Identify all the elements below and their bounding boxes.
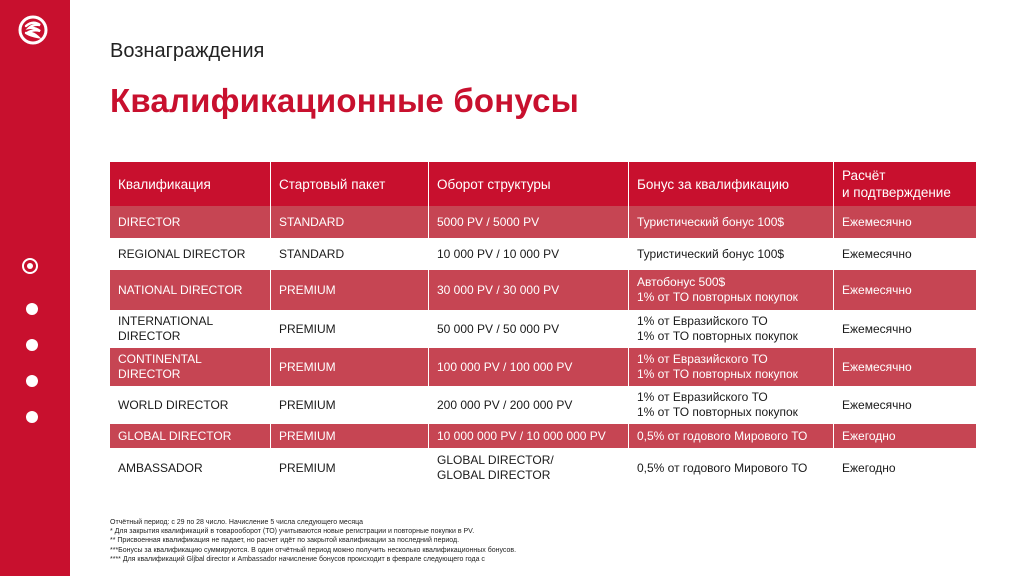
column-header: Квалификация <box>110 162 271 206</box>
nav-dot-5[interactable] <box>26 411 38 423</box>
table-cell: PREMIUM <box>271 270 429 310</box>
table-cell: STANDARD <box>271 238 429 270</box>
footnote-line: * Для закрытия квалификаций в товарооборот (ТО) учитываются новые регистрации и повторные покупки в PV. <box>110 528 475 536</box>
table-cell: CONTINENTAL DIRECTOR <box>110 348 271 386</box>
table-cell: PREMIUM <box>271 348 429 386</box>
table-cell: WORLD DIRECTOR <box>110 386 271 424</box>
table-cell: PREMIUM <box>271 424 429 448</box>
sidebar <box>0 0 70 576</box>
nav-dot-4[interactable] <box>26 375 38 387</box>
table-row <box>110 310 977 348</box>
table-cell: GLOBAL DIRECTOR <box>110 424 271 448</box>
table-cell: 5000 PV / 5000 PV <box>429 206 629 238</box>
table-cell: 200 000 PV / 200 000 PV <box>429 386 629 424</box>
table-cell: DIRECTOR <box>110 206 271 238</box>
table-row <box>110 348 977 386</box>
table-cell: Ежемесячно <box>834 270 977 310</box>
footnote-line: **** Для квалификаций Gljbal director и Ambassador начисление бонусов происходит в феврале следующего года с <box>110 555 485 563</box>
table-cell: 0,5% от годового Мирового ТО <box>629 448 834 488</box>
footnote-line: Отчётный период: с 29 по 28 число. Начисление 5 числа следующего месяца <box>110 519 364 526</box>
column-header: Расчёт и подтверждение <box>834 162 977 206</box>
section-label: Вознаграждения <box>110 40 265 62</box>
page-title: Квалификационные бонусы <box>110 82 580 119</box>
table-cell: REGIONAL DIRECTOR <box>110 238 271 270</box>
table-cell: Туристический бонус 100$ <box>629 238 834 270</box>
table-cell: 1% от Евразийского ТО 1% от ТО повторных покупок <box>629 386 834 424</box>
table-cell: 100 000 PV / 100 000 PV <box>429 348 629 386</box>
footnote-line: ***Бонусы за квалификацию суммируются. В один отчётный период можно получить несколько квалификационных бонусов. <box>110 546 517 554</box>
table-cell: 1% от Евразийского ТО 1% от ТО повторных покупок <box>629 310 834 348</box>
table-cell: Туристический бонус 100$ <box>629 206 834 238</box>
table-cell: Ежемесячно <box>834 386 977 424</box>
table-cell: PREMIUM <box>271 448 429 488</box>
table-cell: 10 000 PV / 10 000 PV <box>429 238 629 270</box>
table-cell: AMBASSADOR <box>110 448 271 488</box>
table-row <box>110 270 977 310</box>
table-row <box>110 206 977 238</box>
nav-dot-2[interactable] <box>26 303 38 315</box>
table-cell: Ежемесячно <box>834 310 977 348</box>
table-cell: 0,5% от годового Мирового ТО <box>629 424 834 448</box>
table-row <box>110 448 977 488</box>
table-cell: INTERNATIONAL DIRECTOR <box>110 310 271 348</box>
table-cell: Ежегодно <box>834 424 977 448</box>
footnote-line: ** Присвоенная квалификация не падает, но расчет идёт по закрытой квалификации за последний период. <box>110 537 460 545</box>
nav-dot-1[interactable] <box>22 258 38 274</box>
table-cell: 10 000 000 PV / 10 000 000 PV <box>429 424 629 448</box>
column-header: Стартовый пакет <box>271 162 429 206</box>
table-cell: STANDARD <box>271 206 429 238</box>
qualification-bonus-table <box>110 162 977 488</box>
footnotes <box>110 518 516 564</box>
table-row <box>110 386 977 424</box>
table-cell: 1% от Евразийского ТО 1% от ТО повторных покупок <box>629 348 834 386</box>
column-header: Бонус за квалификацию <box>629 162 834 206</box>
table-cell: 30 000 PV / 30 000 PV <box>429 270 629 310</box>
table-cell: NATIONAL DIRECTOR <box>110 270 271 310</box>
table-cell: Ежегодно <box>834 448 977 488</box>
table-row <box>110 238 977 270</box>
table-header-row <box>110 162 977 206</box>
company-logo-icon <box>17 14 49 46</box>
table-row <box>110 424 977 448</box>
table-cell: Ежемесячно <box>834 238 977 270</box>
nav-dot-3[interactable] <box>26 339 38 351</box>
table-cell: Ежемесячно <box>834 348 977 386</box>
table-cell: PREMIUM <box>271 310 429 348</box>
table-cell: GLOBAL DIRECTOR/ GLOBAL DIRECTOR <box>429 448 629 488</box>
table-cell: Автобонус 500$ 1% от ТО повторных покупок <box>629 270 834 310</box>
table-cell: PREMIUM <box>271 386 429 424</box>
table-cell: 50 000 PV / 50 000 PV <box>429 310 629 348</box>
table-cell: Ежемесячно <box>834 206 977 238</box>
column-header: Оборот структуры <box>429 162 629 206</box>
